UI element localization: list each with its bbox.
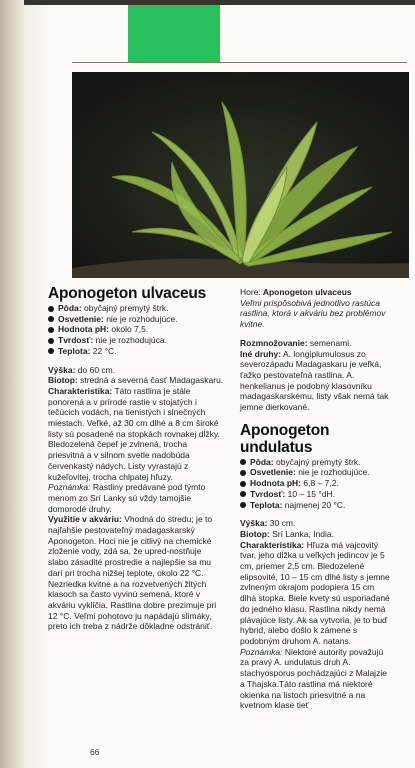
trait-item: Pôda: obyčajný premytý štrk. [240, 457, 390, 468]
care-traits-list [48, 303, 224, 357]
species-title: Aponogeton ulvaceus [48, 285, 207, 302]
green-tab-marker [128, 5, 220, 63]
photo-caption-text: Veľmi prispôsobivá jednotlivo rastúca rastlina, ktorá v akváriu bez problémov kvitne. [240, 297, 386, 330]
height-line: Výška: 30 cm. [240, 518, 296, 529]
species-title: Aponogeton undulatus [240, 421, 330, 456]
trait-item: Hodnota pH: 6,8 – 7,2. [240, 478, 390, 489]
note-paragraph: Poznámka: Niektoré autority považujú za pravý A. undulatus druh A. stachyosporus pochádzajúci z Malajzie a Thajska.Táto rastlina má niektoré okienka na listoch priesvitné a na kvetnom klase tieť [240, 646, 387, 711]
care-traits-list [240, 457, 390, 511]
trait-item: Hodnota pH: okolo 7,5. [48, 324, 224, 335]
trait-item: Osvetlenie: nie je rozhodujúce. [48, 314, 224, 325]
aponogeton-plant-image [72, 72, 409, 278]
propagation-line: Rozmnožovanie: semenami. [240, 337, 352, 348]
height-line: Výška: do 60 cm. [48, 364, 116, 375]
right-column [240, 287, 390, 711]
plant-photo [72, 72, 409, 278]
biotope-line: Biotop: Srí Lanka, India. [240, 528, 335, 539]
trait-item: Pôda: obyčajný premytý štrk. [48, 303, 224, 314]
trait-item: Teplota: najmenej 20 °C. [240, 500, 390, 511]
note-paragraph: Poznámka: Rastliny predávané pod týmto menom zo Srí Lanky sú vždy tamojšie domorodé druhy. [48, 482, 206, 514]
characteristics-paragraph: Charakteristika: Hľuza má vajcovitý tvar, jeho dĺžka u veľkých jedincov je 5 cm, priemer 2,5 cm. Bledozelené elipsovité, 10 – 15 cm dlhé listy s jemne zvlneným okrajom podopiera 15 cm dlhá stopka. Biele kvety sú usporiadané do jedného klasu. Rastlina nikdy nemá plávajúce listy. Ak sa vytvoria, je to buď hybrid, alebo došlo k zámene s podobným druhom A. natans. [240, 539, 390, 646]
trait-item: Tvrdosť: nie je rozhodujúca. [48, 335, 224, 346]
biotope-line: Biotop: stredná a severná časť Madagaskaru. [48, 375, 224, 386]
species-ulvaceus-column [48, 285, 224, 632]
previous-page-edge [0, 0, 24, 768]
aquarium-use-paragraph: Využitie v akváriu: Vhodná do stredu; je to najľahšie pestovateľný madagaskarský Aponogeton. Hoci nie je citlivý na chemické zloženie vody, zdá sa, že upred-nostňuje slabo zásadité prostredie a najlepšie sa mu darí pri trocha nižšej teplote, okolo 22 °C. Nezriedka kvitne a na rozvetvených žltých klasoch sa často vyvinú semená, ktoré v akváriu vyklíčia. Rastlina dobre prezimuje pri 12 °C. Veľmi pohotovo ju napádajú slimáky, preto ich treba z nádrže dôkladne odstrániť. [48, 514, 217, 632]
trait-item: Tvrdosť: 10 – 15 °dH. [240, 489, 390, 500]
photo-caption: Hore: Aponogeton ulvaceus [240, 287, 352, 297]
header-rule [72, 62, 407, 63]
trait-item: Osvetlenie: nie je rozhodujúce. [240, 467, 390, 478]
trait-item: Teplota: 22 °C. [48, 346, 224, 357]
characteristics-paragraph: Charakteristika: Táto rastlina je stále ponorená a v prírode rastie v stojatých i tečúcich vodách, na tienistých i slnečných miestach. Veľké, až 30 cm dlhé a 8 cm široké listy sú posadené na stopkách rovnakej dĺžky. Bledozelená čepeľ je zvlnená, trocha priesvitná a v silnom svetle nadobúda červenkastý nádych. Listy vyrastajú z kužeľovitej, trocha chlpatej hľuzy. [48, 385, 220, 482]
page-number: 66 [90, 747, 100, 757]
other-species-paragraph: Iné druhy: A. longiplumulosus zo severozápadu Madagaskaru je veľká, ťažko pestovateľná rastlina. A. henkelianus je podobný klasovníku madagaskarskému, listy však nemá tak jemne dierkované. [240, 348, 389, 413]
